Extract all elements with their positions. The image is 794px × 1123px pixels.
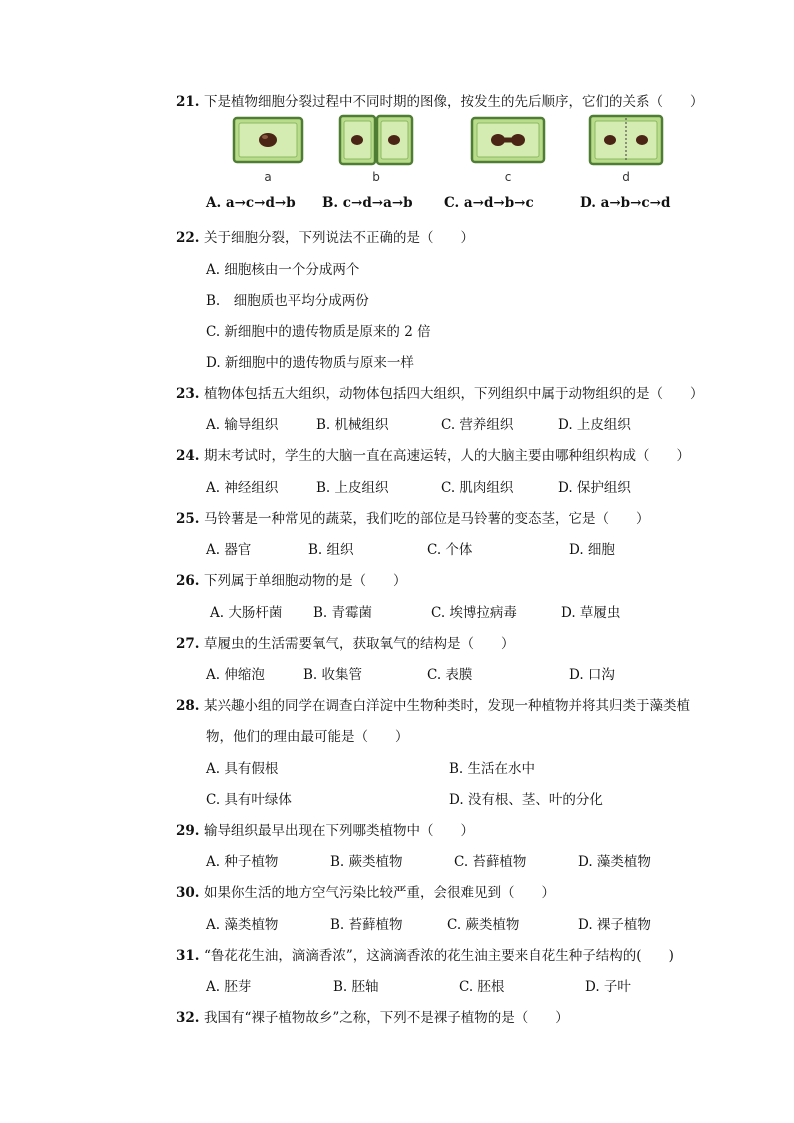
q28-option-b[interactable]: B. 生活在水中 — [449, 761, 536, 777]
q27-option-c[interactable]: C. 表膜 — [427, 667, 473, 683]
q23-option-b[interactable]: B. 机械组织 — [316, 417, 389, 433]
question-text: 输导组织最早出现在下列哪类植物中（ ） — [204, 823, 474, 839]
q24-option-b[interactable]: B. 上皮组织 — [316, 480, 389, 496]
cell-division-figures — [220, 112, 680, 194]
question-number: 29. — [176, 823, 200, 839]
question-number: 28. — [176, 698, 200, 714]
question-26-stem — [176, 569, 407, 589]
q28-option-c[interactable]: C. 具有叶绿体 — [206, 792, 292, 808]
q28-option-a[interactable]: A. 具有假根 — [206, 761, 279, 777]
question-text: 某兴趣小组的同学在调查白洋淀中生物种类时，发现一种植物并将其归类于藻类植 — [204, 698, 690, 714]
question-text: 马铃薯是一种常见的蔬菜，我们吃的部位是马铃薯的变态茎，它是（ ） — [204, 511, 650, 527]
q29-option-d[interactable]: D. 藻类植物 — [578, 854, 651, 870]
q23-option-a[interactable]: A. 输导组织 — [206, 417, 279, 433]
q22-option-d[interactable]: D. 新细胞中的遗传物质与原来一样 — [206, 355, 414, 371]
q29-option-c[interactable]: C. 苔藓植物 — [454, 854, 527, 870]
q21-option-b[interactable]: B. c→d→a→b — [322, 195, 413, 211]
question-number: 30. — [176, 885, 200, 901]
figure-d-label: d — [622, 170, 630, 184]
q29-option-b[interactable]: B. 蕨类植物 — [330, 854, 403, 870]
q24-option-d[interactable]: D. 保护组织 — [558, 480, 631, 496]
q23-option-c[interactable]: C. 营养组织 — [441, 417, 514, 433]
q21-option-a[interactable]: A. a→c→d→b — [206, 195, 296, 211]
question-text: 下列属于单细胞动物的是（ ） — [204, 573, 407, 589]
q31-option-c[interactable]: C. 胚根 — [459, 979, 505, 995]
question-32-stem — [176, 1006, 569, 1026]
figure-a — [230, 112, 306, 168]
question-text: 草履虫的生活需要氧气，获取氧气的结构是（ ） — [204, 636, 515, 652]
q22-option-c[interactable]: C. 新细胞中的遗传物质是原来的 2 倍 — [206, 324, 431, 340]
q21-option-c[interactable]: C. a→d→b→c — [444, 195, 534, 211]
q31-option-a[interactable]: A. 胚芽 — [206, 979, 252, 995]
question-number: 25. — [176, 511, 200, 527]
q25-option-a[interactable]: A. 器官 — [206, 542, 252, 558]
question-number: 32. — [176, 1010, 200, 1026]
figure-a-label: a — [264, 170, 272, 184]
q27-option-d[interactable]: D. 口沟 — [569, 667, 615, 683]
question-text: “鲁花花生油，滴滴香浓”，这滴滴香浓的花生油主要来自花生种子结构的( ) — [204, 948, 674, 964]
question-text: 期末考试时，学生的大脑一直在高速运转，人的大脑主要由哪种组织构成（ ） — [204, 448, 690, 464]
q24-option-a[interactable]: A. 神经组织 — [206, 480, 279, 496]
question-29-stem — [176, 819, 474, 839]
q22-option-a[interactable]: A. 细胞核由一个分成两个 — [206, 262, 360, 278]
q29-option-a[interactable]: A. 种子植物 — [206, 854, 279, 870]
q28-option-d[interactable]: D. 没有根、茎、叶的分化 — [449, 792, 603, 808]
q25-option-b[interactable]: B. 组织 — [308, 542, 354, 558]
q26-option-c[interactable]: C. 埃博拉病毒 — [431, 605, 517, 621]
figure-d — [588, 112, 664, 168]
question-28-stem-continued: 物，他们的理由最可能是（ ） — [206, 729, 409, 745]
q30-option-d[interactable]: D. 裸子植物 — [578, 917, 651, 933]
question-number: 27. — [176, 636, 200, 652]
question-21-stem — [176, 90, 704, 110]
q23-option-d[interactable]: D. 上皮组织 — [558, 417, 631, 433]
question-31-stem — [176, 944, 674, 964]
figure-b — [338, 112, 414, 168]
question-23-stem — [176, 382, 704, 402]
q30-option-a[interactable]: A. 藻类植物 — [206, 917, 279, 933]
question-22-stem — [176, 226, 474, 246]
question-30-stem — [176, 881, 555, 901]
q24-option-c[interactable]: C. 肌肉组织 — [441, 480, 514, 496]
figure-c-label: c — [504, 170, 512, 184]
question-24-stem — [176, 444, 690, 464]
question-text: 如果你生活的地方空气污染比较严重，会很难见到（ ） — [204, 885, 555, 901]
q25-option-c[interactable]: C. 个体 — [427, 542, 473, 558]
question-number: 26. — [176, 573, 200, 589]
q26-option-a[interactable]: A. 大肠杆菌 — [210, 605, 283, 621]
question-number: 23. — [176, 386, 200, 402]
figure-b-label: b — [372, 170, 380, 184]
question-number: 24. — [176, 448, 200, 464]
q25-option-d[interactable]: D. 细胞 — [569, 542, 615, 558]
question-text: 植物体包括五大组织，动物体包括四大组织，下列组织中属于动物组织的是（ ） — [204, 386, 704, 402]
question-28-stem — [176, 694, 690, 714]
q27-option-a[interactable]: A. 伸缩泡 — [206, 667, 265, 683]
question-text: 关于细胞分裂，下列说法不正确的是（ ） — [204, 230, 474, 246]
q30-option-b[interactable]: B. 苔藓植物 — [330, 917, 403, 933]
q27-option-b[interactable]: B. 收集管 — [303, 667, 363, 683]
q30-option-c[interactable]: C. 蕨类植物 — [447, 917, 520, 933]
q31-option-d[interactable]: D. 子叶 — [585, 979, 631, 995]
question-number: 31. — [176, 948, 200, 964]
question-number: 21. — [176, 94, 200, 110]
q26-option-d[interactable]: D. 草履虫 — [561, 605, 621, 621]
question-number: 22. — [176, 230, 200, 246]
question-text: 我国有“裸子植物故乡”之称，下列不是裸子植物的是（ ） — [204, 1010, 569, 1026]
question-25-stem — [176, 507, 650, 527]
q21-option-d[interactable]: D. a→b→c→d — [580, 195, 671, 211]
q31-option-b[interactable]: B. 胚轴 — [333, 979, 379, 995]
question-text: 下是植物细胞分裂过程中不同时期的图像，按发生的先后顺序，它们的关系（ ） — [204, 94, 704, 110]
q22-option-b[interactable]: B. 细胞质也平均分成两份 — [206, 293, 369, 309]
question-27-stem — [176, 632, 515, 652]
figure-c — [470, 112, 546, 168]
q26-option-b[interactable]: B. 青霉菌 — [313, 605, 373, 621]
